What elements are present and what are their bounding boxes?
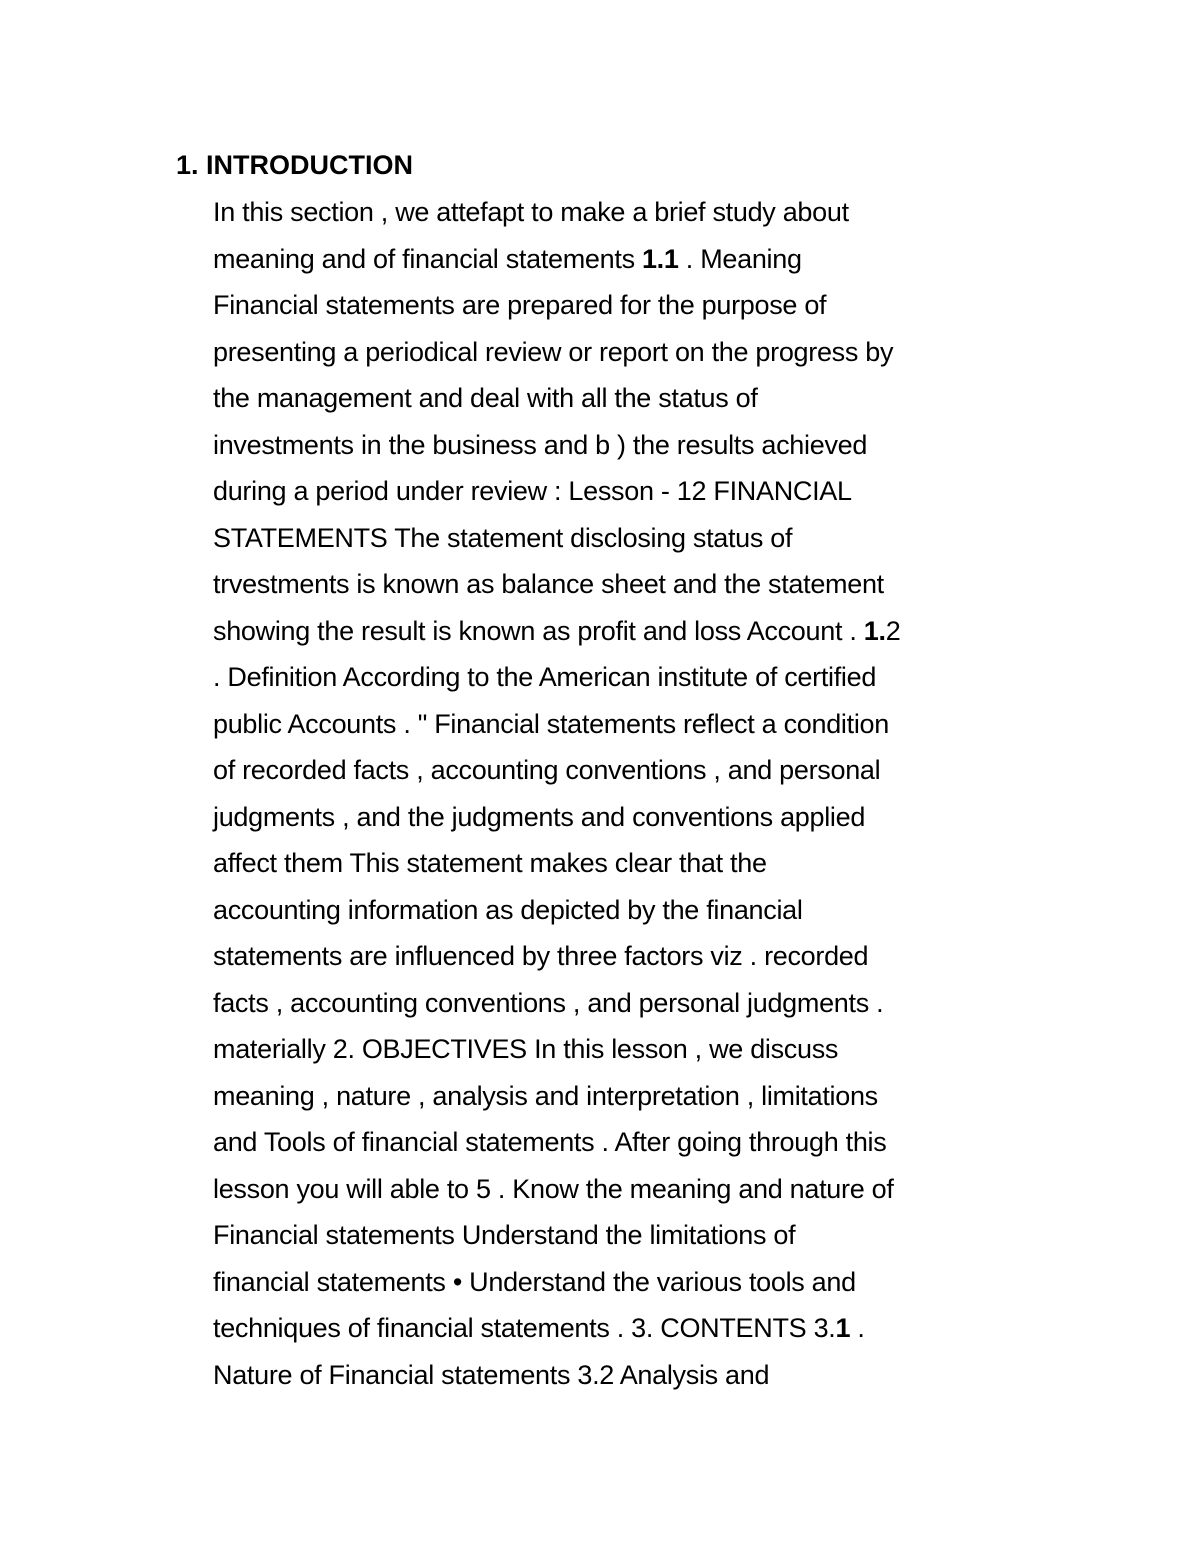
- text-segment: showing the result is known as profit and loss Account .: [213, 615, 864, 646]
- text-line: [213, 189, 1093, 236]
- text-segment: facts , accounting conventions , and personal judgments .: [213, 987, 884, 1018]
- text-segment: and Tools of financial statements . After going through this: [213, 1127, 887, 1157]
- text-line: [213, 933, 1093, 980]
- bold-text-segment: 1.: [863, 615, 886, 646]
- text-segment: meaning and of financial statements: [213, 243, 642, 274]
- text-segment: of recorded facts , accounting conventions , and personal: [213, 755, 881, 785]
- text-segment: public Accounts . " Financial statements reflect a condition: [213, 708, 889, 739]
- text-line: [213, 1073, 1093, 1120]
- text-line: [213, 1026, 1093, 1073]
- text-segment: investments in the business and b ) the results achieved: [213, 429, 868, 460]
- text-segment: . Definition According to the American institute of certified: [213, 662, 877, 692]
- text-line: [213, 747, 1093, 794]
- text-line: [213, 980, 1093, 1027]
- text-line: [213, 1352, 1093, 1399]
- text-line: [213, 608, 1093, 655]
- text-segment: statements are influenced by three factors viz . recorded: [213, 941, 869, 971]
- bold-text-segment: 1: [835, 1313, 851, 1343]
- text-segment: . Meaning: [678, 243, 802, 274]
- text-segment: during a period under review : Lesson - 12 FINANCIAL: [213, 476, 852, 506]
- text-segment: 2: [885, 615, 901, 646]
- text-line: [213, 468, 1093, 515]
- text-segment: affect them This statement makes clear that the: [213, 848, 767, 878]
- text-line: [213, 840, 1093, 887]
- text-line: [213, 1212, 1093, 1259]
- text-segment: judgments , and the judgments and conventions applied: [213, 801, 866, 832]
- text-segment: Financial statements Understand the limitations of: [213, 1220, 796, 1250]
- text-line: [213, 794, 1093, 841]
- text-segment: trvestments is known as balance sheet and the statement: [213, 569, 884, 599]
- text-segment: lesson you will able to 5 . Know the meaning and nature of: [213, 1173, 894, 1204]
- text-line: [213, 1259, 1093, 1306]
- text-line: [213, 515, 1093, 562]
- text-segment: Nature of Financial statements 3.2 Analysis and: [213, 1359, 770, 1390]
- text-line: [213, 887, 1093, 934]
- text-segment: .: [850, 1313, 865, 1343]
- text-segment: STATEMENTS The statement disclosing status of: [213, 522, 793, 553]
- text-segment: techniques of financial statements . 3. CONTENTS 3.: [213, 1313, 836, 1343]
- heading-title: INTRODUCTION: [206, 150, 414, 180]
- text-line: [213, 422, 1093, 469]
- text-segment: Financial statements are prepared for the purpose of: [213, 290, 827, 320]
- text-line: [213, 236, 1093, 283]
- text-line: [213, 375, 1093, 422]
- section-heading: [176, 143, 413, 187]
- text-line: [213, 701, 1093, 748]
- text-segment: presenting a periodical review or report on the progress by: [213, 336, 894, 367]
- text-segment: In this section , we attefapt to make a brief study about: [213, 197, 849, 227]
- text-line: [213, 654, 1093, 701]
- text-line: [213, 329, 1093, 376]
- heading-number: 1.: [176, 150, 199, 180]
- text-segment: meaning , nature , analysis and interpretation , limitations: [213, 1080, 878, 1111]
- text-line: [213, 1119, 1093, 1166]
- body-text: [213, 189, 1093, 1398]
- text-line: [213, 1305, 1093, 1352]
- text-line: [213, 1166, 1093, 1213]
- bold-text-segment: 1.1: [641, 243, 679, 274]
- text-segment: financial statements • Understand the various tools and: [213, 1266, 856, 1297]
- text-segment: accounting information as depicted by the financial: [213, 894, 803, 925]
- text-line: [213, 561, 1093, 608]
- text-segment: the management and deal with all the status of: [213, 383, 758, 413]
- text-line: [213, 282, 1093, 329]
- text-segment: materially 2. OBJECTIVES In this lesson , we discuss: [213, 1034, 839, 1064]
